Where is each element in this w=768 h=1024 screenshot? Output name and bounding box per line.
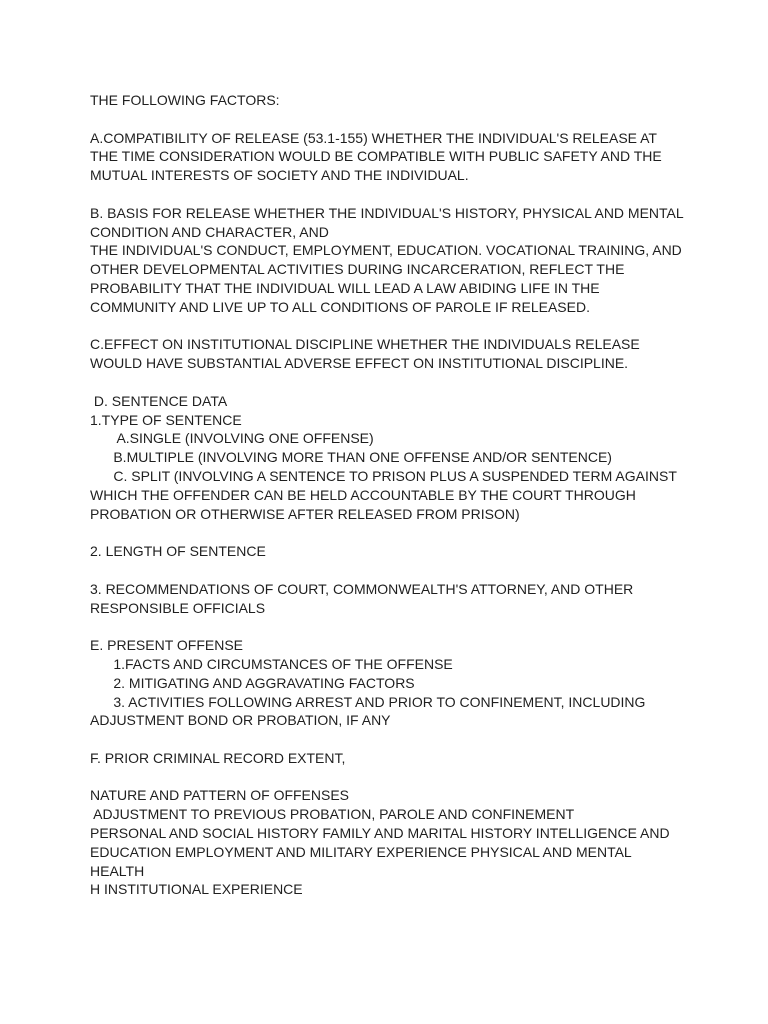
recommendations-line: 3. RECOMMENDATIONS OF COURT, COMMONWEALTH'S ATTORNEY, AND OTHER [90,580,634,597]
spacer [90,373,750,392]
facts-and-circumstances: 1.FACTS AND CIRCUMSTANCES OF THE OFFENSE [90,655,453,672]
spacer [90,730,750,749]
type-of-sentence-heading: 1.TYPE OF SENTENCE [90,411,242,428]
text-line: RESPONSIBLE OFFICIALS [90,599,266,616]
section-d-sentence-data [90,392,750,618]
activities-following-arrest: 3. ACTIVITIES FOLLOWING ARREST AND PRIOR TO CONFINEMENT, INCLUDING [90,693,646,710]
text-line: THE INDIVIDUAL'S CONDUCT, EMPLOYMENT, EDUCATION. VOCATIONAL TRAINING, AND [90,242,682,259]
mitigating-factors: 2. MITIGATING AND AGGRAVATING FACTORS [90,674,415,691]
spacer [90,617,750,636]
text-line: PERSONAL AND SOCIAL HISTORY FAMILY AND MARITAL HISTORY INTELLIGENCE AND [90,825,670,842]
section-a-compatibility [90,129,750,185]
text-line: WHICH THE OFFENDER CAN BE HELD ACCOUNTABLE BY THE COURT THROUGH [90,486,636,503]
sentence-type-split: C. SPLIT (INVOLVING A SENTENCE TO PRISON PLUS A SUSPENDED TERM AGAINST [90,467,677,484]
text-line: PROBABILITY THAT THE INDIVIDUAL WILL LEAD A LAW ABIDING LIFE IN THE [90,279,600,296]
text-line: A.COMPATIBILITY OF RELEASE (53.1-155) WHETHER THE INDIVIDUAL'S RELEASE AT [90,129,657,146]
text-line: THE TIME CONSIDERATION WOULD BE COMPATIBLE WITH PUBLIC SAFETY AND THE [90,148,662,165]
spacer [90,523,750,542]
document-heading: THE FOLLOWING FACTORS: [90,92,280,108]
section-e-title: E. PRESENT OFFENSE [90,637,243,654]
spacer [90,317,750,336]
sentence-type-multiple: B.MULTIPLE (INVOLVING MORE THAN ONE OFFENSE AND/OR SENTENCE) [90,449,612,466]
document-page [90,91,750,899]
text-line: OTHER DEVELOPMENTAL ACTIVITIES DURING INCARCERATION, REFLECT THE [90,261,625,278]
text-line: COMMUNITY AND LIVE UP TO ALL CONDITIONS OF PAROLE IF RELEASED. [90,298,590,315]
text-line: ADJUSTMENT TO PREVIOUS PROBATION, PAROLE AND CONFINEMENT [90,806,575,823]
section-remaining-factors [90,786,750,899]
section-f-prior-record [90,749,750,768]
sentence-type-single: A.SINGLE (INVOLVING ONE OFFENSE) [90,430,374,447]
text-line: HEALTH [90,862,145,879]
section-e-present-offense [90,636,750,730]
spacer [90,110,750,129]
section-d-title: D. SENTENCE DATA [90,392,228,409]
institutional-experience: H INSTITUTIONAL EXPERIENCE [90,881,303,898]
text-line: ADJUSTMENT BOND OR PROBATION, IF ANY [90,712,391,729]
text-line: EDUCATION EMPLOYMENT AND MILITARY EXPERIENCE PHYSICAL AND MENTAL [90,843,632,860]
text-line: WOULD HAVE SUBSTANTIAL ADVERSE EFFECT ON INSTITUTIONAL DISCIPLINE. [90,355,629,372]
text-line: CONDITION AND CHARACTER, AND [90,223,329,240]
text-line: B. BASIS FOR RELEASE WHETHER THE INDIVIDUAL'S HISTORY, PHYSICAL AND MENTAL [90,204,684,221]
spacer [90,561,750,580]
text-line: NATURE AND PATTERN OF OFFENSES [90,787,350,804]
text-line: PROBATION OR OTHERWISE AFTER RELEASED FROM PRISON) [90,505,520,522]
section-b-basis-for-release [90,204,750,317]
spacer [90,185,750,204]
section-c-institutional-discipline [90,335,750,373]
text-line: C.EFFECT ON INSTITUTIONAL DISCIPLINE WHETHER THE INDIVIDUALS RELEASE [90,336,640,353]
length-of-sentence: 2. LENGTH OF SENTENCE [90,543,266,560]
text-line: MUTUAL INTERESTS OF SOCIETY AND THE INDIVIDUAL. [90,167,469,184]
section-f-title: F. PRIOR CRIMINAL RECORD EXTENT, [90,749,346,766]
spacer [90,768,750,787]
